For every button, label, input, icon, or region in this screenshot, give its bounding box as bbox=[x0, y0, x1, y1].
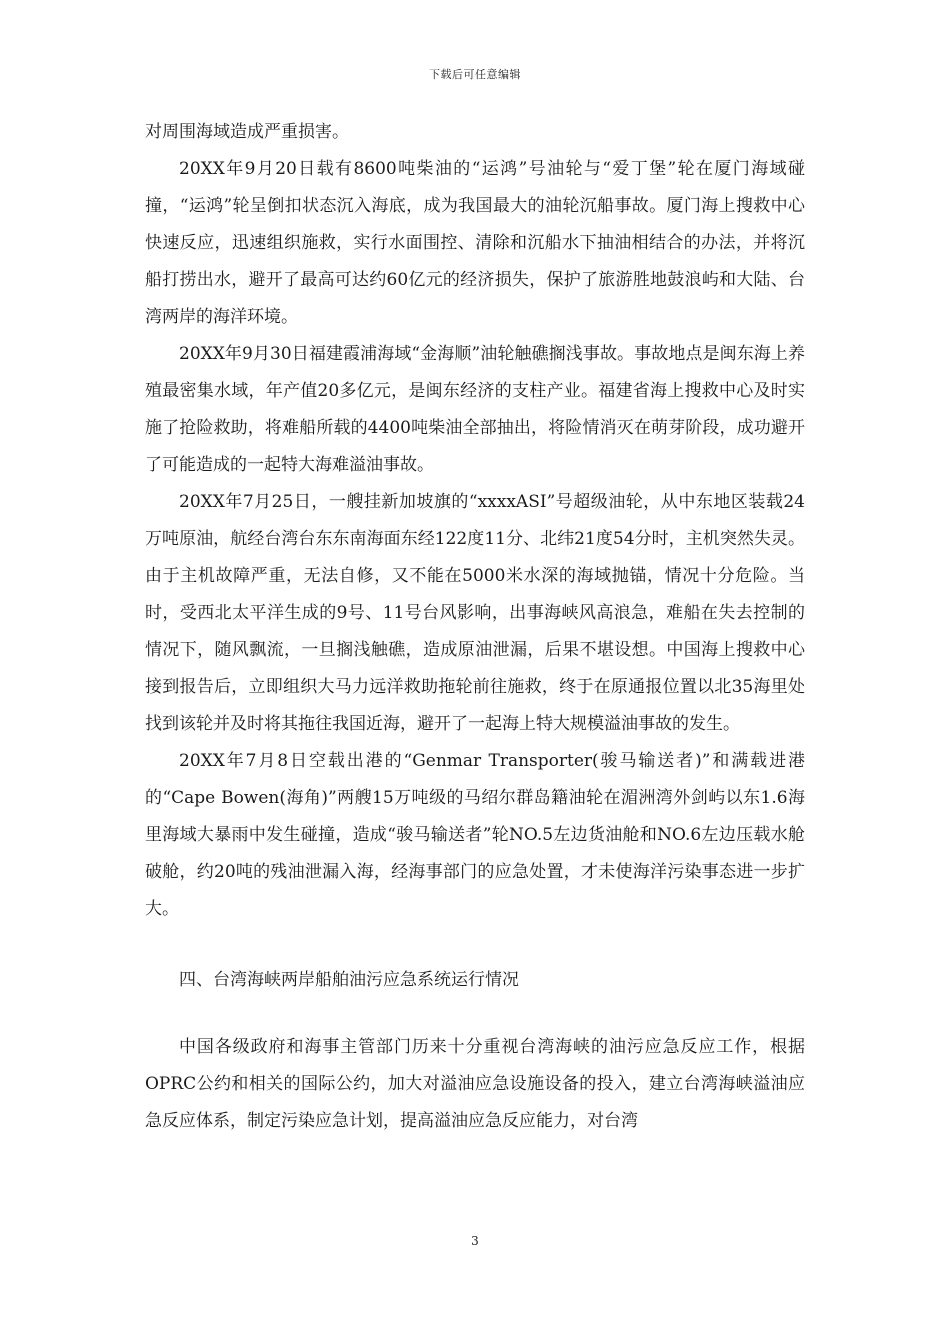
paragraph-supertanker-incident: 20XX年7月25日，一艘挂新加坡旗的“xxxxASI”号超级油轮，从中东地区装载24万吨原油，航经台湾台东东南海面东经122度11分、北纬21度54分时，主机突然失灵。由于主机故障严重，无法自修，又不能在5000米水深的海域抛锚，情况十分危险。当时，受西北太平洋生成的9号、11号台风影响，出事海峡风高浪急，难船在失去控制的情况下，随风飘流，一旦搁浅触礁，造成原油泄漏，后果不堪设想。中国海上搜救中心接到报告后，立即组织大马力远洋救助拖轮前往施救，终于在原通报位置以北35海里处找到该轮并及时将其拖往我国近海，避开了一起海上特大规模溢油事故的发生。 bbox=[145, 492, 805, 734]
spacer bbox=[145, 999, 805, 1029]
page-header: 下载后可任意编辑 bbox=[429, 68, 521, 81]
paragraph-continuation: 对周围海域造成严重损害。 bbox=[145, 122, 349, 142]
paragraph-yunhong-incident: 20XX年9月20日载有8600吨柴油的“运鸿”号油轮与“爱丁堡”轮在厦门海域碰撞，“运鸿”轮呈倒扣状态沉入海底，成为我国最大的油轮沉船事故。厦门海上搜救中心快速反应，迅速组织施救，实行水面围控、清除和沉船水下抽油相结合的办法，并将沉船打捞出水，避开了最高可达约60亿元的经济损失，保护了旅游胜地鼓浪屿和大陆、台湾两岸的海洋环境。 bbox=[145, 159, 805, 327]
page-number: 3 bbox=[471, 1234, 479, 1248]
spacer bbox=[145, 928, 805, 962]
section-heading: 四、台湾海峡两岸船舶油污应急系统运行情况 bbox=[179, 970, 519, 990]
paragraph-genmar-incident: 20XX年7月8日空载出港的“Genmar Transporter(骏马输送者)”和满载进港的“Cape Bowen(海角)”两艘15万吨级的马绍尔群岛籍油轮在湄洲湾外剑屿以东1.6海里海域大暴雨中发生碰撞，造成“骏马输送者”轮NO.5左边货油舱和NO.6左边压载水舱破舱，约20吨的残油泄漏入海，经海事部门的应急处置，才未使海洋污染事态进一步扩大。 bbox=[145, 751, 805, 919]
document-body bbox=[145, 114, 805, 1140]
paragraph-jinhaishun-incident: 20XX年9月30日福建霞浦海域“金海顺”油轮触礁搁浅事故。事故地点是闽东海上养殖最密集水域，年产值20多亿元，是闽东经济的支柱产业。福建省海上搜救中心及时实施了抢险救助，将难船所载的4400吨柴油全部抽出，将险情消灭在萌芽阶段，成功避开了可能造成的一起特大海难溢油事故。 bbox=[145, 344, 805, 475]
paragraph-closing: 中国各级政府和海事主管部门历来十分重视台湾海峡的油污应急反应工作，根据OPRC公约和相关的国际公约，加大对溢油应急设施设备的投入，建立台湾海峡溢油应急反应体系，制定污染应急计划，提高溢油应急反应能力，对台湾 bbox=[145, 1037, 805, 1131]
